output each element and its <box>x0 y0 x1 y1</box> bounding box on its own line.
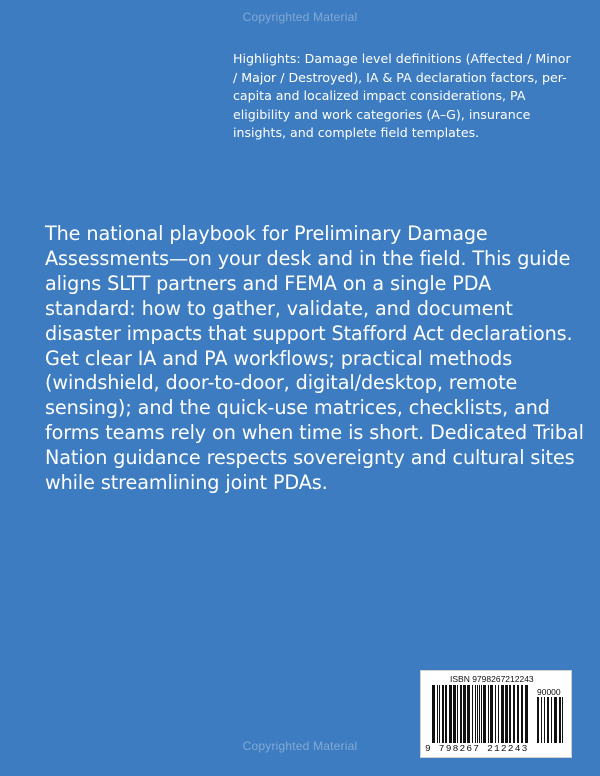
barcode-bar <box>505 685 508 743</box>
barcode-bar <box>439 685 440 743</box>
barcode-bar <box>559 697 561 743</box>
barcode-bar <box>525 685 528 743</box>
barcode-bar <box>513 685 515 743</box>
barcode-bar <box>544 697 545 743</box>
barcode-bar <box>457 685 458 743</box>
barcode-bar <box>562 697 563 743</box>
barcode-bar <box>481 685 482 743</box>
barcode-bar <box>445 685 447 743</box>
barcode-bar <box>547 697 549 743</box>
isbn-digits: 9 798267 212243 <box>425 743 529 754</box>
barcode-bar <box>517 685 519 743</box>
barcode-bar <box>432 685 435 743</box>
barcode-bar <box>554 697 557 743</box>
barcode-bar <box>541 697 542 743</box>
barcode-bars <box>432 685 530 743</box>
barcode-bar <box>449 685 452 743</box>
price-code: 90000 <box>537 687 561 697</box>
watermark-bottom: Copyrighted Material <box>242 739 358 753</box>
barcode-bar <box>477 685 478 743</box>
barcode-bar <box>460 685 462 743</box>
barcode-bar <box>479 685 480 743</box>
barcode-bar <box>475 685 476 743</box>
addon-barcode-bars <box>537 697 567 743</box>
barcode-bar <box>483 685 486 743</box>
barcode-bar <box>490 685 493 743</box>
barcode-bar <box>488 685 489 743</box>
highlights-text: Highlights: Damage level definitions (Affected / Minor / Major / Destroyed), IA & PA declaration factors, per-capita and localized impact considerations, PA eligibility and work categories (A–G), insurance insights, and complete field templates. <box>233 51 571 140</box>
barcode-bar <box>463 685 466 743</box>
barcode-bar <box>442 685 444 743</box>
barcode-bar <box>521 685 523 743</box>
barcode-bar <box>472 685 473 743</box>
barcode-bar <box>501 685 504 743</box>
isbn-label: ISBN 9798267212243 <box>450 674 534 684</box>
barcode-bar <box>437 685 438 743</box>
barcode-bar <box>509 685 511 743</box>
watermark-top: Copyrighted Material <box>242 10 358 24</box>
barcode-bar <box>495 685 496 743</box>
barcode-bar <box>498 685 499 743</box>
barcode-bar <box>453 685 456 743</box>
barcode-bar <box>551 697 552 743</box>
description-blurb: The national playbook for Preliminary Damage Assessments—on your desk and in the field. This guide aligns SLTT partners and FEMA on a single PDA standard: how to gather, validate, and document disaster impacts that support Stafford Act declarations. Get clear IA and PA workflows; practical methods (windshield, door-to-door, digital/desktop, remote sensing); and the quick-use matrices, checklists, and forms teams rely on when time is short. Dedicated Tribal Nation guidance respects sovereignty and cultural sites while streamlining joint PDAs. <box>45 222 584 495</box>
barcode-bar <box>467 685 470 743</box>
barcode-bar <box>537 697 539 743</box>
